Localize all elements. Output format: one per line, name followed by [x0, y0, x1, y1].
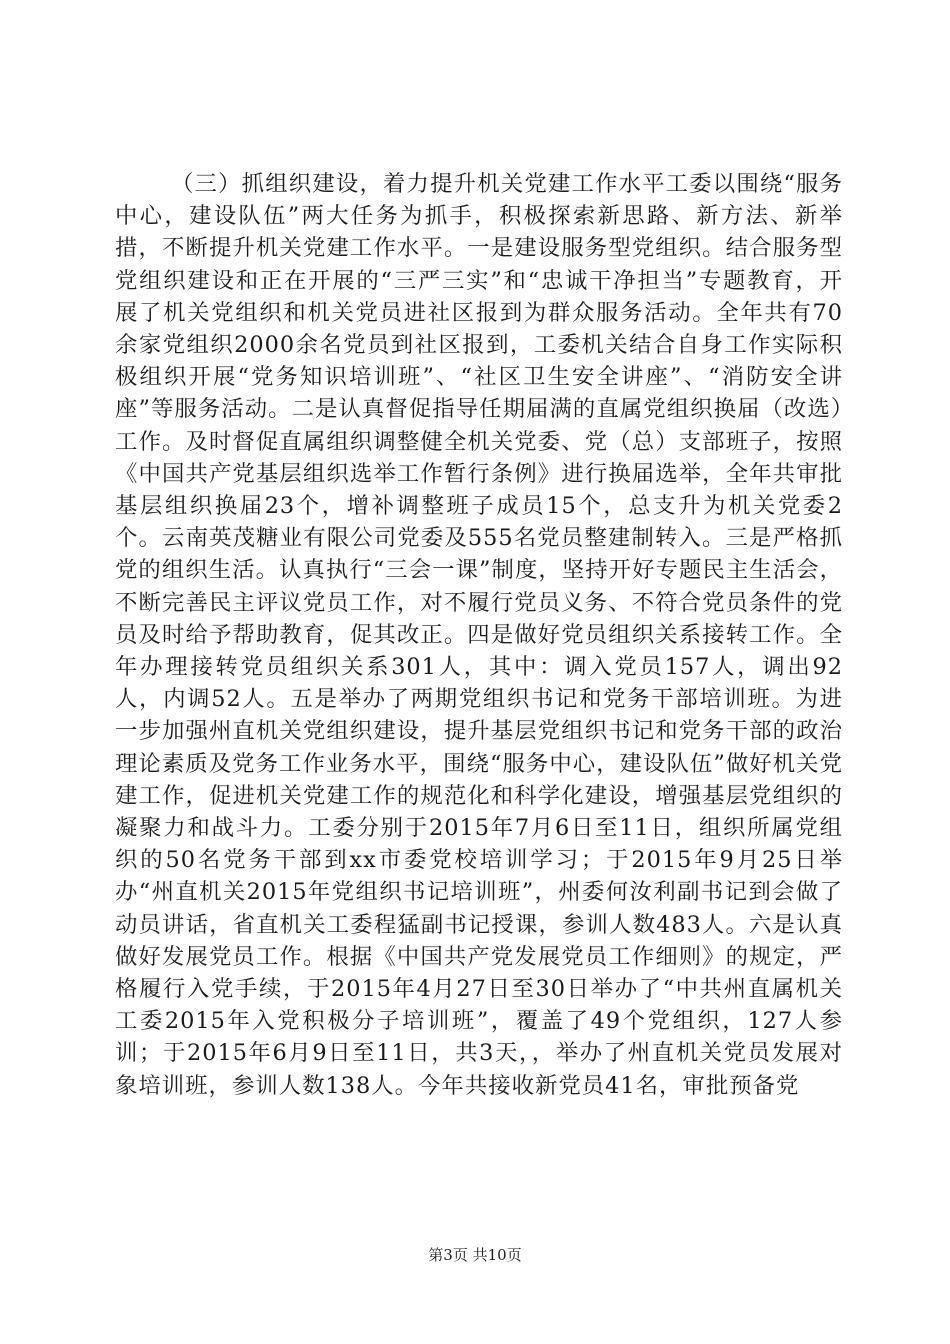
body-paragraph: （三）抓组织建设，着力提升机关党建工作水平工委以围绕“服务中心，建设队伍”两大任务为抓手，积极探索新思路、新方法、新举措，不断提升机关党建工作水平。一是建设服务型党组织。结合服务型党组织建设和正在开展的“三严三实”和“忠诚干净担当”专题教育，开展了机关党组织和机关党员进社区报到为群众服务活动。全年共有70余家党组织2000余名党员到社区报到，工委机关结合自身工作实际积极组织开展“党务知识培训班”、“社区卫生安全讲座”、“消防安全讲座”等服务活动。二是认真督促指导任期届满的直属党组织换届（改选）工作。及时督促直属组织调整健全机关党委、党（总）支部班子，按照《中国共产党基层组织选举工作暂行条例》进行换届选举，全年共审批基层组织换届23个，增补调整班子成员15个，总支升为机关党委2个。云南英茂糖业有限公司党委及555名党员整建制转入。三是严格抓党的组织生活。认真执行“三会一课”制度，坚持开好专题民主生活会，不断完善民主评议党员工作，对不履行党员义务、不符合党员条件的党员及时给予帮助教育，促其改正。四是做好党员组织关系接转工作。全年办理接转党员组织关系301人，其中：调入党员157人，调出92人，内调52人。五是举办了两期党组织书记和党务干部培训班。为进一步加强州直机关党组织建设，提升基层党组织书记和党务干部的政治理论素质及党务工作业务水平，围绕“服务中心，建设队伍”做好机关党建工作，促进机关党建工作的规范化和科学化建设，增强基层党组织的凝聚力和战斗力。工委分别于2015年7月6日至11日，组织所属党组织的50名党务干部到xx市委党校培训学习；于2015年9月25日举办“州直机关2015年党组织书记培训班”，州委何汝利副书记到会做了动员讲话，省直机关工委程猛副书记授课，参训人数483人。六是认真做好发展党员工作。根据《中国共产党发展党员工作细则》的规定，严格履行入党手续，于2015年4月27日至30日举办了“中共州直属机关工委2015年入党积极分子培训班”，覆盖了49个党组织，127人参训；于2015年6月9日至11日，共3天，，举办了州直机关党员发展对象培训班，参训人数138人。今年共接收新党员41名，审批预备党: [115, 171, 843, 1099]
page-footer: 第3页 共10页: [428, 1246, 522, 1264]
